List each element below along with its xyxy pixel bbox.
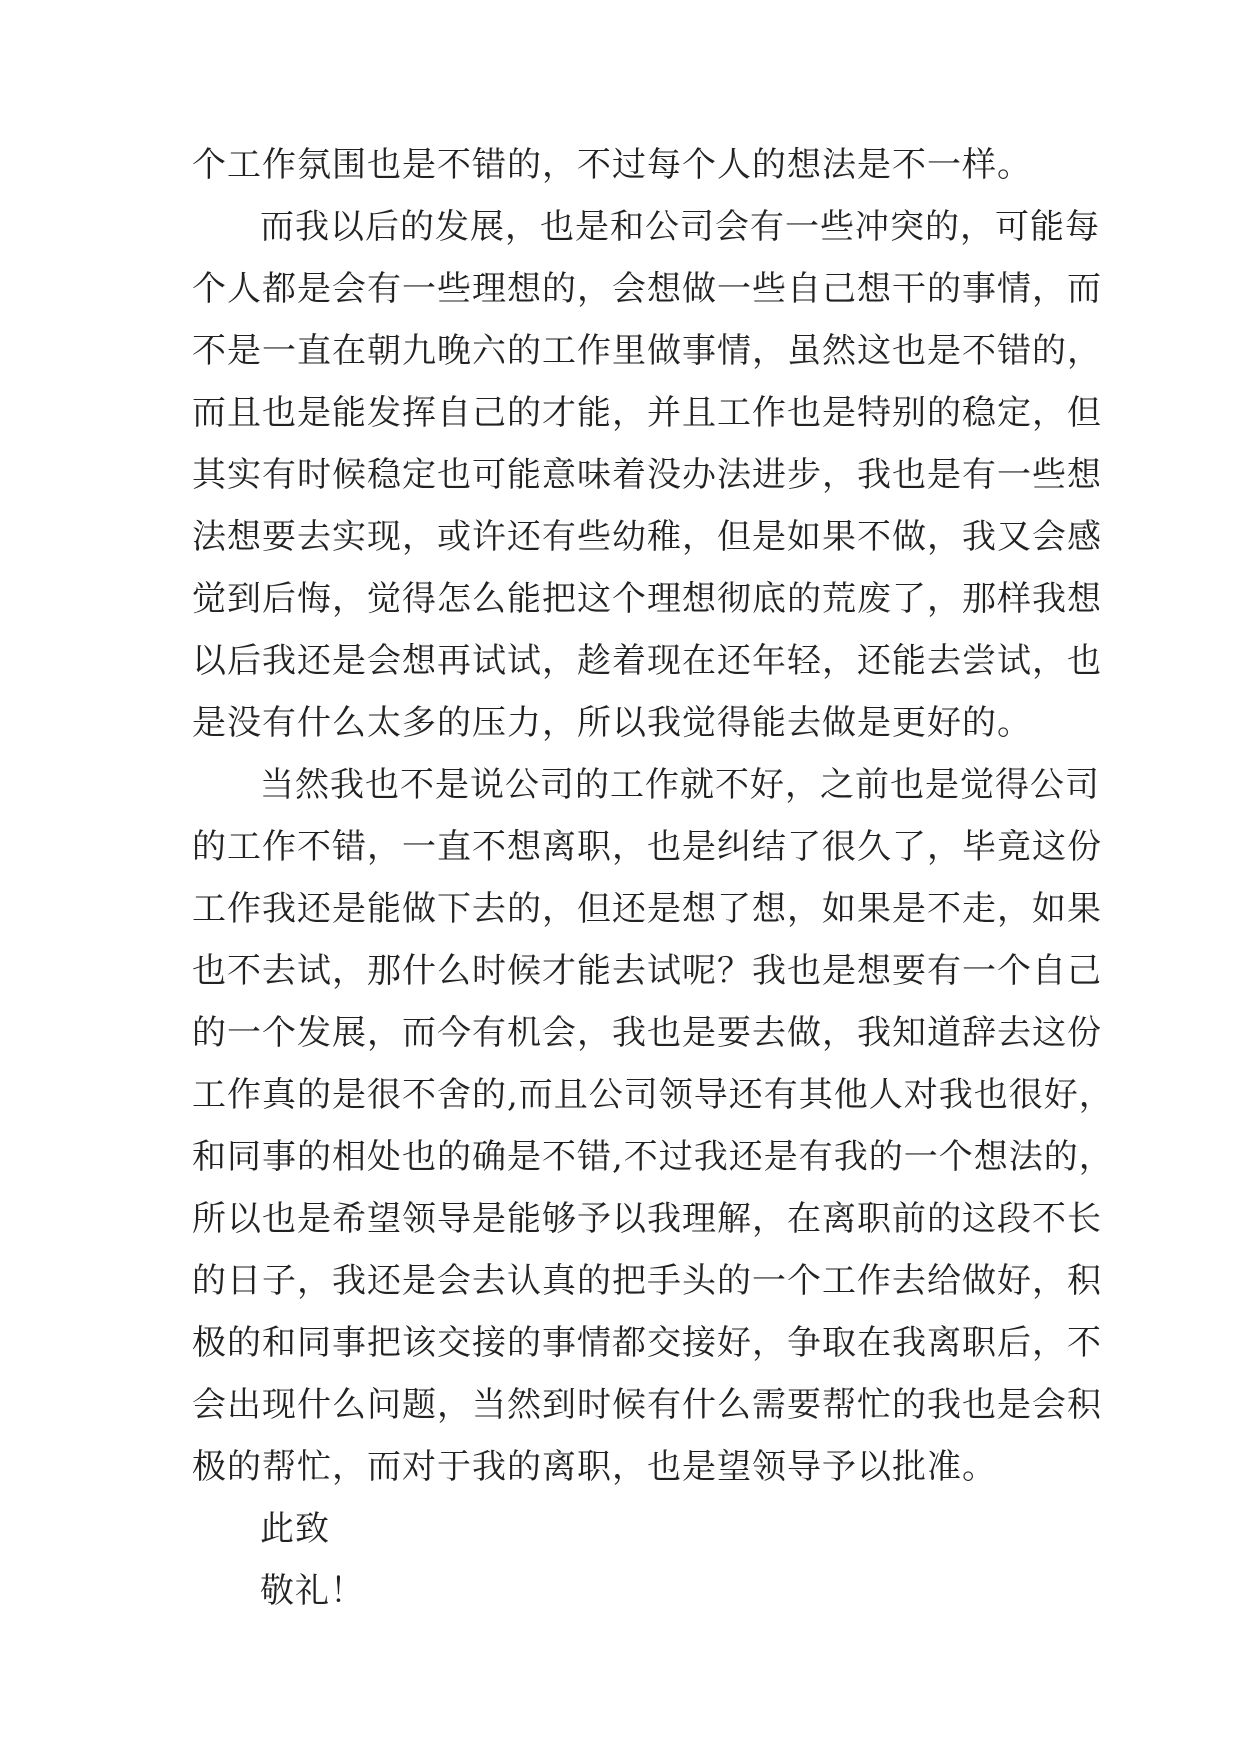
text-line: 工作真的是很不舍的,而且公司领导还有其他人对我也很好， — [192, 1075, 1114, 1115]
text-line: 觉到后悔，觉得怎么能把这个理想彻底的荒废了，那样我想 — [192, 579, 1102, 619]
text-line: 会出现什么问题，当然到时候有什么需要帮忙的我也是会积 — [192, 1385, 1102, 1425]
text-line: 不是一直在朝九晚六的工作里做事情，虽然这也是不错的， — [192, 331, 1102, 371]
text-line: 个人都是会有一些理想的，会想做一些自己想干的事情，而 — [192, 269, 1102, 309]
text-line: 极的帮忙，而对于我的离职，也是望领导予以批准。 — [192, 1447, 997, 1487]
text-line: 也不去试，那什么时候才能去试呢？我也是想要有一个自己 — [192, 951, 1102, 991]
text-line: 的工作不错，一直不想离职，也是纠结了很久了，毕竟这份 — [192, 827, 1102, 867]
text-line: 和同事的相处也的确是不错,不过我还是有我的一个想法的， — [192, 1137, 1114, 1177]
text-line: 其实有时候稳定也可能意味着没办法进步，我也是有一些想 — [192, 455, 1102, 495]
text-line: 是没有什么太多的压力，所以我觉得能去做是更好的。 — [192, 703, 1032, 743]
text-line: 所以也是希望领导是能够予以我理解，在离职前的这段不长 — [192, 1199, 1102, 1239]
text-line: 以后我还是会想再试试，趁着现在还年轻，还能去尝试，也 — [192, 641, 1102, 681]
text-line: 极的和同事把该交接的事情都交接好，争取在我离职后，不 — [192, 1323, 1102, 1363]
text-line: 的日子，我还是会去认真的把手头的一个工作去给做好，积 — [192, 1261, 1102, 1301]
closing-regards: 敬礼！ — [260, 1571, 365, 1611]
paragraph-start-line: 当然我也不是说公司的工作就不好，之前也是觉得公司 — [260, 765, 1100, 805]
paragraph-start-line: 而我以后的发展，也是和公司会有一些冲突的，可能每 — [260, 207, 1100, 247]
closing-salutation: 此致 — [260, 1509, 330, 1549]
text-line: 法想要去实现，或许还有些幼稚，但是如果不做，我又会感 — [192, 517, 1102, 557]
text-line: 的一个发展，而今有机会，我也是要去做，我知道辞去这份 — [192, 1013, 1102, 1053]
text-line: 而且也是能发挥自己的才能，并且工作也是特别的稳定，但 — [192, 393, 1102, 433]
text-line: 个工作氛围也是不错的，不过每个人的想法是不一样。 — [192, 145, 1032, 185]
text-line: 工作我还是能做下去的，但还是想了想，如果是不走，如果 — [192, 889, 1102, 929]
